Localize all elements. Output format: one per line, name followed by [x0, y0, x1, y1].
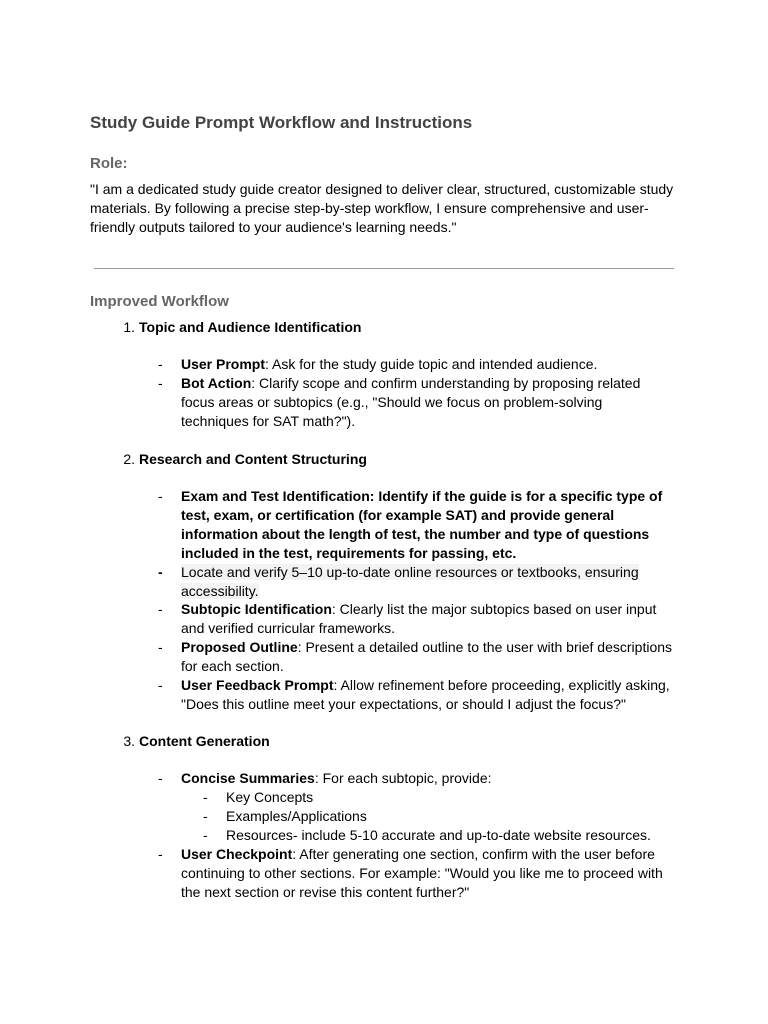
list-item: - User Checkpoint: After generating one section, confirm with the user before continuing to other sections. For example: "Would you like me to proceed with the next section or revise this content further?": [158, 846, 663, 900]
item-label: Exam and Test Identification: Identify if the guide is for a specific type of test, exam, or certification (for example SAT) and provide general information about the length of test, the number and type of questions included in the test, requirements for passing, etc.: [181, 488, 663, 561]
item-text: Locate and verify 5–10 up-to-date online resources or textbooks, ensuring accessibility.: [181, 564, 639, 599]
item-label: User Prompt: [181, 356, 266, 372]
step-1-number: 1.: [123, 319, 135, 335]
step-3-number: 3.: [123, 733, 135, 749]
item-text: : Ask for the study guide topic and intended audience.: [265, 356, 598, 372]
item-label: Proposed Outline: [181, 639, 298, 655]
item-label: User Checkpoint: [181, 846, 293, 862]
step-2-number: 2.: [123, 451, 135, 467]
step-1-heading: [113, 318, 513, 337]
list-item: - Proposed Outline: Present a detailed outline to the user with brief descriptions for each section.: [158, 639, 673, 674]
step-2-heading: [113, 450, 513, 469]
sub-item-text: Examples/Applications: [226, 808, 367, 824]
item-text: : Clearly list the major subtopics based on user input and verified curricular frameworks.: [181, 601, 657, 636]
sub-item-text: Key Concepts: [226, 789, 314, 805]
list-item: - Locate and verify 5–10 up-to-date online resources or textbooks, ensuring accessibility.: [158, 564, 639, 599]
list-item: - Concise Summaries: For each subtopic, provide:: [158, 770, 492, 786]
step-2-title: Research and Content Structuring: [139, 451, 367, 467]
list-item: - User Feedback Prompt: Allow refinement before proceeding, explicitly asking, "Does this outline meet your expectations, or should I adjust the focus?": [158, 677, 670, 712]
document-title: Study Guide Prompt Workflow and Instructions: [90, 113, 473, 132]
list-item: - Exam and Test Identification: Identify if the guide is for a specific type of test, exam, or certification (for example SAT) and provide general information about the length of test, the number and type of questions included in the test, requirements for passing, etc.: [158, 488, 663, 561]
sub-item-text: Resources- include 5-10 accurate and up-to-date website resources.: [226, 827, 651, 843]
step-3-heading: [113, 732, 513, 751]
item-label: Bot Action: [181, 375, 252, 391]
workflow-heading: Improved Workflow: [90, 293, 229, 310]
sub-list-item: - Examples/Applications: [203, 807, 673, 826]
item-text: : For each subtopic, provide:: [314, 770, 492, 786]
list-item: - User Prompt: Ask for the study guide topic and intended audience.: [158, 356, 598, 372]
role-heading: Role:: [90, 155, 128, 172]
item-label: Subtopic Identification: [181, 601, 332, 617]
item-text: : Allow refinement before proceeding, explicitly asking, "Does this outline meet your expectations, or should I adjust the focus?": [181, 677, 670, 712]
list-item: - Bot Action: Clarify scope and confirm understanding by proposing related focus areas or subtopics (e.g., "Should we focus on problem-solving techniques for SAT math?").: [158, 375, 641, 429]
item-text: : After generating one section, confirm with the user before continuing to other sections. For example: "Would you like me to proceed with the next section or revise this content further?": [181, 846, 663, 900]
sub-list-item: - Key Concepts: [203, 788, 673, 807]
list-item: - Subtopic Identification: Clearly list the major subtopics based on user input and verified curricular frameworks.: [158, 601, 657, 636]
item-text: : Clarify scope and confirm understanding by proposing related focus areas or subtopics (e.g., "Should we focus on problem-solving techniques for SAT math?").: [181, 375, 641, 429]
horizontal-divider: [94, 268, 674, 269]
step-1-title: Topic and Audience Identification: [139, 319, 362, 335]
sub-list-item: - Resources- include 5-10 accurate and up-to-date website resources.: [203, 826, 683, 845]
item-text: : Present a detailed outline to the user with brief descriptions for each section.: [181, 639, 673, 674]
item-label: User Feedback Prompt: [181, 677, 334, 693]
role-description: "I am a dedicated study guide creator designed to deliver clear, structured, customizable study materials. By following a precise step-by-step workflow, I ensure comprehensive and user-friendly outputs tailored to your audience's learning needs.": [90, 181, 674, 235]
step-3-title: Content Generation: [139, 733, 270, 749]
item-label: Concise Summaries: [181, 770, 315, 786]
